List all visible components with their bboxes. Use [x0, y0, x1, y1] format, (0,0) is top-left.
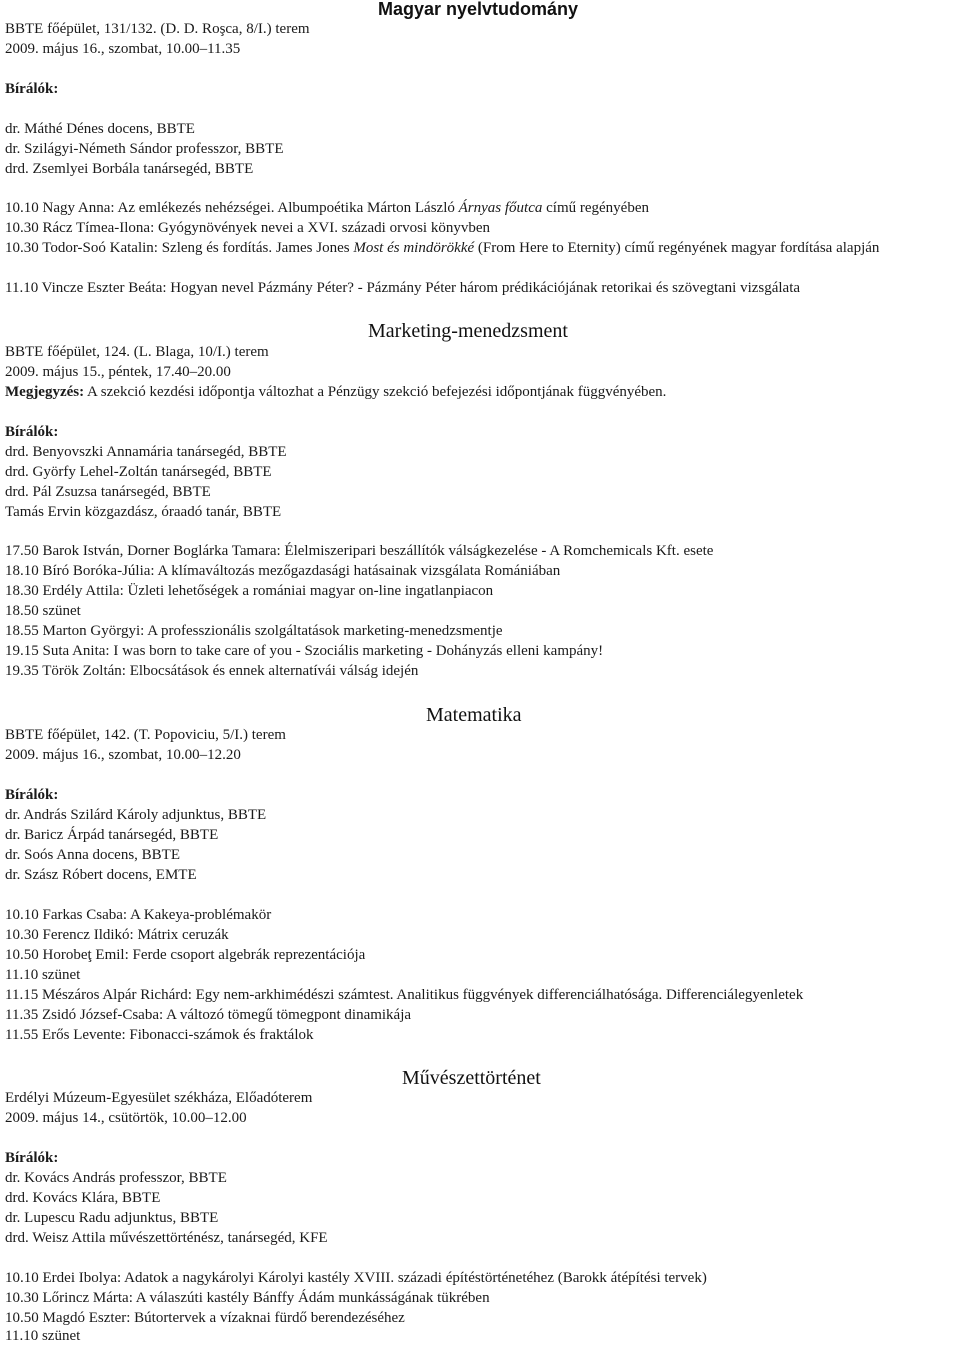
book-title: Most és mindörökké — [353, 240, 475, 256]
talk-item: 11.10 szünet — [5, 967, 81, 983]
reviewer: drd. Zsemlyei Borbála tanársegéd, BBTE — [5, 161, 254, 177]
reviewers-label: Bírálók: — [5, 787, 59, 803]
note-label: Megjegyzés: — [5, 384, 85, 400]
talk-item: 17.50 Barok István, Dorner Boglárka Tamara: Élelmiszeripari beszállítók válságkezelése - A Romchemicals Kft. esete — [5, 543, 714, 559]
talk-item: 10.30 Lőrincz Márta: A válaszúti kastély Bánffy Ádám munkásságának tükrében — [5, 1290, 490, 1306]
reviewer: drd. Kovács Klára, BBTE — [5, 1190, 161, 1206]
talk-item: 19.35 Török Zoltán: Elbocsátások és ennek alternatívái válság idején — [5, 663, 419, 679]
reviewers-label: Bírálók: — [5, 81, 59, 97]
talk-item: 10.50 Horobeţ Emil: Ferde csoport algebrák reprezentációja — [5, 947, 366, 963]
reviewer: drd. Pál Zsuzsa tanársegéd, BBTE — [5, 484, 211, 500]
talk-item: 10.10 Farkas Csaba: A Kakeya-problémakör — [5, 907, 272, 923]
session-location: Erdélyi Múzeum-Egyesület székháza, Előadóterem — [5, 1090, 313, 1106]
session-note: Megjegyzés: A szekció kezdési időpontja változhat a Pénzügy szekció befejezési időpontjának függvényében. — [5, 384, 667, 400]
reviewer: dr. Szász Róbert docens, EMTE — [5, 867, 197, 883]
reviewer: dr. András Szilárd Károly adjunktus, BBTE — [5, 807, 267, 823]
section-title-marketing: Marketing-menedzsment — [368, 320, 568, 342]
section-title-muveszettortenet: Művészettörténet — [402, 1067, 541, 1089]
talk-item: 10.50 Magdó Eszter: Bútortervek a vízaknai fürdő berendezéséhez — [5, 1310, 405, 1326]
talk-item: 10.30 Rácz Tímea-Ilona: Gyógynövények nevei a XVI. századi orvosi könyvben — [5, 220, 490, 236]
talk-item: 11.15 Mészáros Alpár Richárd: Egy nem-arkhimédészi számtest. Analitikus függvények differenciálhatósága. Differenciálegyenletek — [5, 987, 804, 1003]
talk-item: 11.35 Zsidó József-Csaba: A változó tömegű tömegpont dinamikája — [5, 1007, 412, 1023]
reviewer: Tamás Ervin közgazdász, óraadó tanár, BBTE — [5, 504, 282, 520]
reviewer: dr. Baricz Árpád tanársegéd, BBTE — [5, 827, 219, 843]
session-time: 2009. május 16., szombat, 10.00–12.20 — [5, 747, 241, 763]
reviewer: dr. Szilágyi-Németh Sándor professzor, BBTE — [5, 141, 284, 157]
talk-item: 18.55 Marton Györgyi: A professzionális szolgáltatások marketing-menedzsmentje — [5, 623, 503, 639]
reviewer: dr. Kovács András professzor, BBTE — [5, 1170, 227, 1186]
talk-item: 10.10 Nagy Anna: Az emlékezés nehézségei. Albumpoétika Márton László Árnyas főutca című regényében — [5, 200, 649, 216]
talk-item: 10.10 Erdei Ibolya: Adatok a nagykárolyi Károlyi kastély XVIII. századi építéstörténetéhez (Barokk átépítési tervek) — [5, 1270, 707, 1286]
talk-item: 18.30 Erdély Attila: Üzleti lehetőségek a romániai magyar on-line ingatlanpiacon — [5, 583, 494, 599]
section-title-matematika: Matematika — [426, 704, 522, 726]
session-time: 2009. május 15., péntek, 17.40–20.00 — [5, 364, 231, 380]
reviewer: dr. Soós Anna docens, BBTE — [5, 847, 180, 863]
talk-item: 19.15 Suta Anita: I was born to take care of you - Szociális marketing - Dohányzás elleni kampány! — [5, 643, 604, 659]
section-title-magyar-nyelvtudomany: Magyar nyelvtudomány — [378, 0, 579, 19]
book-title: Árnyas főutca — [458, 200, 543, 216]
session-time: 2009. május 16., szombat, 10.00–11.35 — [5, 41, 241, 57]
talk-item: 11.10 Vincze Eszter Beáta: Hogyan nevel Pázmány Péter? - Pázmány Péter három prédikációjának retorikai és szövegtani vizsgálata — [5, 280, 801, 296]
talk-item: 18.50 szünet — [5, 603, 81, 619]
talk-item: 18.10 Bíró Boróka-Júlia: A klímaváltozás mezőgazdasági hatásainak vizsgálata Romániában — [5, 563, 561, 579]
reviewers-label: Bírálók: — [5, 1150, 59, 1166]
session-location: BBTE főépület, 142. (T. Popoviciu, 5/I.) terem — [5, 727, 286, 743]
talk-item: 11.10 szünet — [5, 1328, 81, 1344]
reviewers-label: Bírálók: — [5, 424, 59, 440]
session-time: 2009. május 14., csütörtök, 10.00–12.00 — [5, 1110, 247, 1126]
session-location: BBTE főépület, 131/132. (D. D. Roşca, 8/I.) terem — [5, 21, 310, 37]
reviewer: dr. Lupescu Radu adjunktus, BBTE — [5, 1210, 219, 1226]
reviewer: drd. Györfy Lehel-Zoltán tanársegéd, BBTE — [5, 464, 272, 480]
reviewer: drd. Benyovszki Annamária tanársegéd, BBTE — [5, 444, 287, 460]
reviewer: dr. Máthé Dénes docens, BBTE — [5, 121, 195, 137]
session-location: BBTE főépület, 124. (L. Blaga, 10/I.) terem — [5, 344, 269, 360]
reviewer: drd. Weisz Attila művészettörténész, tanársegéd, KFE — [5, 1230, 328, 1246]
talk-item: 10.30 Ferencz Ildikó: Mátrix ceruzák — [5, 927, 229, 943]
talk-item: 11.55 Erős Levente: Fibonacci-számok és fraktálok — [5, 1027, 314, 1043]
talk-item: 10.30 Todor-Soó Katalin: Szleng és fordítás. James Jones Most és mindörökké (From Here to Eternity) című regényének magyar fordítása alapján — [5, 240, 880, 256]
